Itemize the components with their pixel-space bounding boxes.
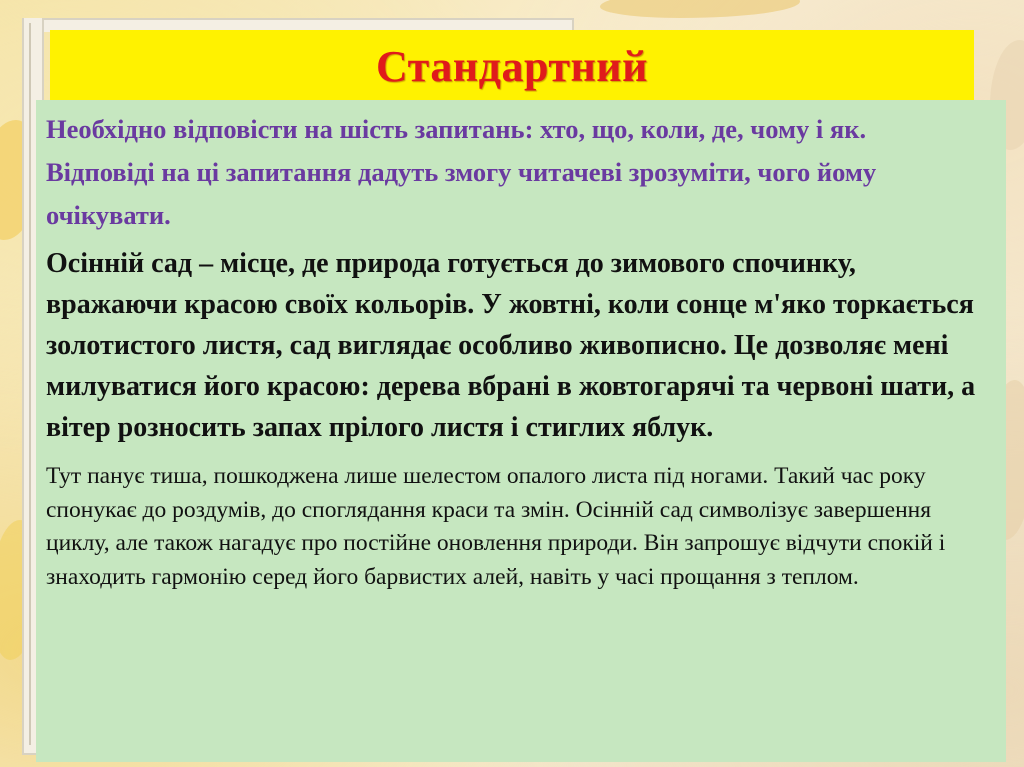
content-box [36,100,1006,762]
plain-paragraph: Тут панує тиша, пошкоджена лише шелестом опалого листа під ногами. Такий час року спонукає до роздумів, до споглядання краси та змін. Осінній сад символізує завершення циклу, але також нагадує про постійне оновлення природи. Він запрошує відчути спокій і знаходить гармонію серед його барвистих алей, навіть у часі прощання з теплом. [46,463,946,590]
slide-title: Стандартний [375,41,648,91]
bold-paragraph: Осінній сад – місце, де природа готується до зимового спочинку, вражаючи красою своїх кольорів. У жовтні, коли сонце м'яко торкається золотистого листя, сад виглядає особливо живописно. Це дозволяє мені милуватися його красою: дерева вбрані в жовтогарячі та червоні шати, а вітер розносить запах прілого листя і стиглих яблук. [46,248,976,443]
autumn-leaf-decoration [600,0,800,18]
title-band [50,30,974,102]
intro-paragraph: Необхідно відповісти на шість запитань: хто, що, коли, де, чому і як. Відповіді на ці запитання дадуть змогу читачеві зрозуміти, чого йому очікувати. [46,114,877,230]
